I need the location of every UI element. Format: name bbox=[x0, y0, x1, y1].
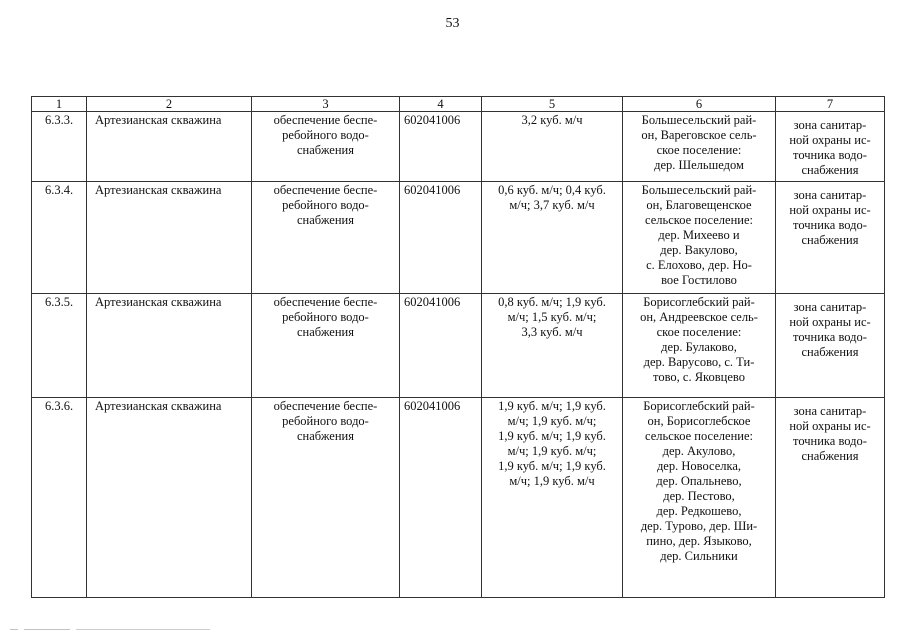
cell-line: снабжения bbox=[801, 449, 859, 463]
cell-line: зона санитар- bbox=[793, 118, 867, 132]
code-cell: 602041006 bbox=[400, 112, 482, 182]
cell-line: Большесельский рай- bbox=[641, 183, 757, 197]
location-cell bbox=[623, 294, 776, 398]
cell-line: дер. Варусово, с. Ти- bbox=[643, 355, 755, 369]
cell-line: 0,8 куб. м/ч; 1,9 куб. bbox=[498, 295, 606, 309]
cell-line: снабжения bbox=[801, 233, 859, 247]
cell-line: ребойного водо- bbox=[282, 128, 369, 142]
location-cell bbox=[623, 112, 776, 182]
cell-line: точника водо- bbox=[793, 148, 867, 162]
cell-line: ной охраны ис- bbox=[789, 315, 871, 329]
column-header: 6 bbox=[623, 97, 776, 112]
cell-line: тово, с. Яковцево bbox=[653, 370, 745, 384]
cell-line: снабжения bbox=[801, 163, 859, 177]
object-name-cell: Артезианская скважина bbox=[87, 398, 252, 598]
cell-line: 3,3 куб. м/ч bbox=[521, 325, 583, 339]
cell-line: снабжения bbox=[297, 143, 354, 157]
cell-line: дер. Шельшедом bbox=[654, 158, 744, 172]
purpose-cell bbox=[252, 112, 400, 182]
code-cell: 602041006 bbox=[400, 294, 482, 398]
cell-line: дер. Вакулово, bbox=[660, 243, 738, 257]
cell-line: он, Андреевское сель- bbox=[640, 310, 758, 324]
capacity-cell bbox=[482, 398, 623, 598]
table-row bbox=[32, 398, 885, 598]
cell-line: 0,6 куб. м/ч; 0,4 куб. bbox=[498, 183, 606, 197]
zone-cell bbox=[776, 182, 885, 294]
cell-line: зона санитар- bbox=[793, 188, 867, 202]
cell-line: 1,9 куб. м/ч; 1,9 куб. bbox=[498, 459, 606, 473]
cell-line: м/ч; 1,9 куб. м/ч; bbox=[507, 444, 597, 458]
code-cell: 602041006 bbox=[400, 398, 482, 598]
location-cell bbox=[623, 398, 776, 598]
zone-cell bbox=[776, 294, 885, 398]
object-name-cell: Артезианская скважина bbox=[87, 112, 252, 182]
cell-line: Борисоглебский рай- bbox=[643, 399, 755, 413]
cell-line: Борисоглебский рай- bbox=[643, 295, 755, 309]
cell-line: снабжения bbox=[297, 429, 354, 443]
cell-line: дер. Сильники bbox=[660, 549, 738, 563]
row-number-cell: 6.3.3. bbox=[32, 112, 87, 182]
cell-line: он, Борисоглебское bbox=[647, 414, 751, 428]
row-number-cell: 6.3.4. bbox=[32, 182, 87, 294]
water-supply-table bbox=[31, 96, 885, 598]
cell-line: дер. Редкошево, bbox=[656, 504, 742, 518]
cell-line: сельское поселение: bbox=[645, 429, 753, 443]
cell-line: м/ч; 1,5 куб. м/ч; bbox=[507, 310, 597, 324]
cell-line: точника водо- bbox=[793, 330, 867, 344]
page-number: 53 bbox=[445, 16, 460, 31]
cell-line: ское поселение: bbox=[656, 143, 742, 157]
cell-line: ной охраны ис- bbox=[789, 133, 871, 147]
column-header: 7 bbox=[776, 97, 885, 112]
cell-line: снабжения bbox=[297, 213, 354, 227]
cell-line: с. Елохово, дер. Но- bbox=[646, 258, 752, 272]
cell-line: он, Благовещенское bbox=[646, 198, 752, 212]
cell-line: точника водо- bbox=[793, 218, 867, 232]
header-row bbox=[32, 97, 885, 112]
location-cell bbox=[623, 182, 776, 294]
cell-line: ной охраны ис- bbox=[789, 419, 871, 433]
column-header: 2 bbox=[87, 97, 252, 112]
cell-line: ское поселение: bbox=[656, 325, 742, 339]
cell-line: дер. Михеево и bbox=[658, 228, 740, 242]
code-cell: 602041006 bbox=[400, 182, 482, 294]
purpose-cell bbox=[252, 398, 400, 598]
cell-line: ребойного водо- bbox=[282, 198, 369, 212]
cell-line: дер. Опальнево, bbox=[656, 474, 742, 488]
row-number-cell: 6.3.5. bbox=[32, 294, 87, 398]
cell-line: пино, дер. Языково, bbox=[646, 534, 752, 548]
cell-line: м/ч; 1,9 куб. м/ч; bbox=[507, 414, 597, 428]
cell-line: дер. Турово, дер. Ши- bbox=[640, 519, 758, 533]
column-header: 4 bbox=[400, 97, 482, 112]
capacity-cell bbox=[482, 294, 623, 398]
column-header: 3 bbox=[252, 97, 400, 112]
cell-line: вое Гостилово bbox=[661, 273, 737, 287]
cell-line: дер. Булаково, bbox=[661, 340, 737, 354]
table-row bbox=[32, 112, 885, 182]
cell-line: снабжения bbox=[801, 345, 859, 359]
cell-line: обеспечение беспе- bbox=[273, 183, 378, 197]
object-name-cell: Артезианская скважина bbox=[87, 182, 252, 294]
purpose-cell bbox=[252, 182, 400, 294]
cell-line: точника водо- bbox=[793, 434, 867, 448]
cell-line: 3,2 куб. м/ч bbox=[521, 113, 583, 127]
table-row bbox=[32, 294, 885, 398]
purpose-cell bbox=[252, 294, 400, 398]
cell-line: снабжения bbox=[297, 325, 354, 339]
object-name-cell: Артезианская скважина bbox=[87, 294, 252, 398]
row-number-cell: 6.3.6. bbox=[32, 398, 87, 598]
cell-line: 1,9 куб. м/ч; 1,9 куб. bbox=[498, 429, 606, 443]
column-header: 5 bbox=[482, 97, 623, 112]
cell-line: обеспечение беспе- bbox=[273, 399, 378, 413]
cell-line: ребойного водо- bbox=[282, 310, 369, 324]
cell-line: м/ч; 3,7 куб. м/ч bbox=[509, 198, 595, 212]
cell-line: дер. Акулово, bbox=[662, 444, 736, 458]
cell-line: обеспечение беспе- bbox=[273, 295, 378, 309]
cell-line: Большесельский рай- bbox=[641, 113, 757, 127]
cell-line: ребойного водо- bbox=[282, 414, 369, 428]
cell-line: обеспечение беспе- bbox=[273, 113, 378, 127]
cell-line: 1,9 куб. м/ч; 1,9 куб. bbox=[498, 399, 606, 413]
cell-line: сельское поселение: bbox=[645, 213, 753, 227]
cell-line: дер. Новоселка, bbox=[656, 459, 742, 473]
zone-cell bbox=[776, 112, 885, 182]
cell-line: он, Вареговское сель- bbox=[641, 128, 757, 142]
cell-line: дер. Пестово, bbox=[663, 489, 735, 503]
cell-line: м/ч; 1,9 куб. м/ч bbox=[509, 474, 595, 488]
table-row bbox=[32, 182, 885, 294]
cell-line: зона санитар- bbox=[793, 300, 867, 314]
cell-line: зона санитар- bbox=[793, 404, 867, 418]
zone-cell bbox=[776, 398, 885, 598]
column-header: 1 bbox=[32, 97, 87, 112]
capacity-cell bbox=[482, 182, 623, 294]
cell-line: ной охраны ис- bbox=[789, 203, 871, 217]
capacity-cell bbox=[482, 112, 623, 182]
scan-artifact-line bbox=[10, 629, 210, 630]
